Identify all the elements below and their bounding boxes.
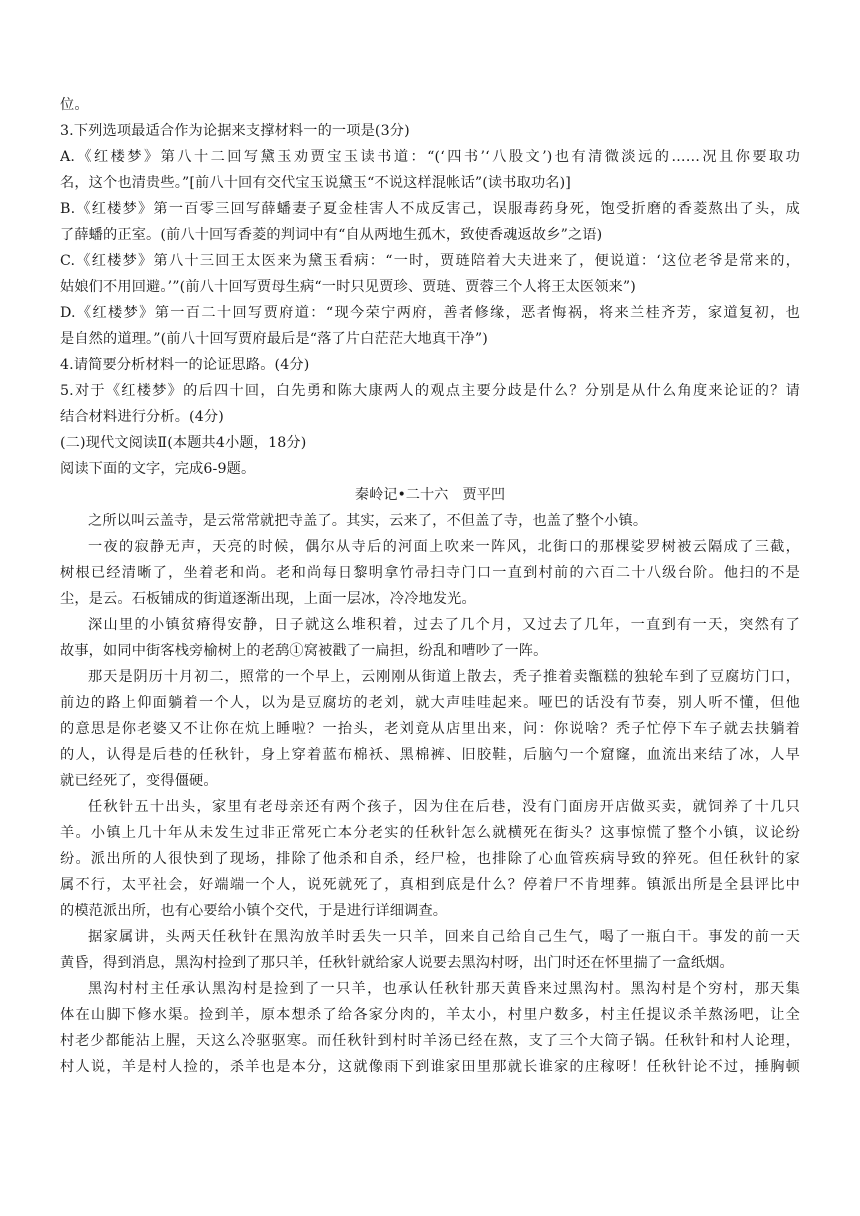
question-line: D.《红楼梦》第一百二十回写贾府道：“现今荣宁两府，善者修缘，恶者悔祸，将来兰桂齐芳，家道复初，也 — [60, 305, 800, 321]
intro-block — [60, 92, 800, 144]
document-page — [60, 92, 800, 1080]
question-line: (二)现代文阅读Ⅱ(本题共4小题，18分) — [60, 435, 307, 451]
question-line: A.《红楼梦》第八十二回写黛玉劝贾宝玉读书道：“(‘四书’‘八股文’)也有清微淡远的……况且你要取功 — [60, 149, 800, 165]
paragraph-line: 树根已经清晰了，坐着老和尚。老和尚每日黎明拿竹帚扫寺门口一直到村前的六百二十八级台阶。他扫的不是 — [60, 565, 800, 581]
question-line: 了薛蟠的正室。(前八十回写香菱的判词中有“自从两地生孤木，致使香魂返故乡”之语) — [60, 227, 603, 243]
question-line: C.《红楼梦》第八十三回王太医来为黛玉看病：“一时，贾琏陪着大夫进来了，便说道：‘这位老爷是常来的， — [60, 253, 800, 269]
question-line: 姑娘们不用回避。’”(前八十回写贾母生病“一时只见贾珍、贾琏、贾蓉三个人将王太医领来”) — [60, 279, 636, 295]
paragraph-first-line: 一夜的寂静无声，天亮的时候，偶尔从寺后的河面上吹来一阵风，北街口的那棵娑罗树被云隔成了三截， — [88, 539, 800, 555]
paragraph-line: 的人，认得是后巷的任秋针，身上穿着蓝布棉袄、黑棉裤、旧胶鞋，后脑勺一个窟窿，血流出来结了冰，人早 — [60, 747, 800, 763]
paragraph-first-line: 那天是阴历十月初二，照常的一个早上，云刚刚从街道上散去，秃子推着卖甑糕的独轮车到了豆腐坊门口， — [88, 669, 800, 685]
paragraph-line: 就已经死了，变得僵硬。 — [60, 773, 218, 789]
story-title: 秦岭记•二十六 贾平凹 — [354, 487, 506, 503]
text-line: 3.下列选项最适合作为论据来支撑材料一的一项是(3分) — [60, 123, 410, 139]
question-line: B.《红楼梦》第一百零三回写薛蟠妻子夏金桂害人不成反害己，误服毒药身死，饱受折磨的香菱熬出了头，成 — [60, 201, 800, 217]
paragraph-line: 的模范派出所，也有心要给小镇个交代，于是进行详细调查。 — [60, 903, 448, 919]
questions-block — [60, 144, 800, 482]
paragraph-line: 纷。派出所的人很快到了现场，排除了他杀和自杀，经尸检，也排除了心血管疾病导致的猝死。但任秋针的家 — [60, 851, 800, 867]
paragraph-line: 故事，如同中街客栈旁榆树上的老鸹①窝被戳了一扁担，纷乱和嘈吵了一阵。 — [60, 643, 548, 659]
paragraph-line: 属不行，太平社会，好端端一个人，说死就死了，真相到底是什么？停着尸不肯埋葬。镇派出所是全县评比中 — [60, 877, 800, 893]
paragraph-line: 体在山脚下修水渠。捡到羊，原本想杀了给各家分肉的，羊太小，村里户数多，村主任提议杀羊熬汤吧，让全 — [60, 1007, 800, 1023]
paragraph-first-line: 之所以叫云盖寺，是云常常就把寺盖了。其实，云来了，不但盖了寺，也盖了整个小镇。 — [88, 513, 648, 529]
question-line: 名，这个也清贵些。”[前八十回有交代宝玉说黛玉“不说这样混帐话”(读书取功名)] — [60, 175, 571, 191]
paragraph-line: 黄昏，得到消息，黑沟村捡到了那只羊，任秋针就给家人说要去黑沟村呀，出门时还在怀里揣了一盒纸烟。 — [60, 955, 734, 971]
paragraph-first-line: 任秋针五十出头，家里有老母亲还有两个孩子，因为住在后巷，没有门面房开店做买卖，就饲养了十几只 — [88, 799, 800, 815]
paragraph-first-line: 深山里的小镇贫瘠得安静，日子就这么堆积着，过去了几个月，又过去了几年，一直到有一天，突然有了 — [88, 617, 800, 633]
paragraph-line: 尘，是云。石板铺成的街道逐渐出现，上面一层冰，冷冷地发光。 — [60, 591, 476, 607]
story-block — [60, 508, 800, 1080]
paragraph-first-line: 据家属讲，头两天任秋针在黑沟放羊时丢失一只羊，回来自己给自己生气，喝了一瓶白干。事发的前一天 — [88, 929, 800, 945]
question-line: 5.对于《红楼梦》的后四十回，白先勇和陈大康两人的观点主要分歧是什么？分别是从什么角度来论证的？请 — [60, 383, 800, 399]
paragraph-first-line: 黑沟村村主任承认黑沟村是捡到了一只羊，也承认任秋针那天黄昏来过黑沟村。黑沟村是个穷村，那天集 — [88, 981, 800, 997]
paragraph-line: 村人说，羊是村人捡的，杀羊也是本分，这就像雨下到谁家田里那就长谁家的庄稼呀！任秋针论不过，捶胸顿 — [60, 1059, 800, 1075]
text-line: 位。 — [60, 97, 89, 113]
paragraph-line: 的意思是你老婆又不让你在炕上睡啦？一抬头，老刘竟从店里出来，问：你说啥？秃子忙停下车子就去扶躺着 — [60, 721, 800, 737]
paragraph-line: 羊。小镇上几十年从未发生过非正常死亡本分老实的任秋针怎么就横死在街头？这事惊慌了整个小镇，议论纷 — [60, 825, 800, 841]
question-line: 结合材料进行分析。(4分) — [60, 409, 224, 425]
paragraph-line: 村老少都能沾上腥，天这么冷驱驱寒。而任秋针到村时羊汤已经在熬，支了三个大筒子锅。任秋针和村人论理， — [60, 1033, 800, 1049]
question-line: 阅读下面的文字，完成6-9题。 — [60, 461, 256, 477]
question-line: 是自然的道理。”(前八十回写贾府最后是“落了片白茫茫大地真干净”) — [60, 331, 488, 347]
question-line: 4.请简要分析材料一的论证思路。(4分) — [60, 357, 310, 373]
paragraph-line: 前边的路上仰面躺着一个人，以为是豆腐坊的老刘，就大声哇哇起来。哑巴的话没有节奏，别人听不懂，但他 — [60, 695, 800, 711]
